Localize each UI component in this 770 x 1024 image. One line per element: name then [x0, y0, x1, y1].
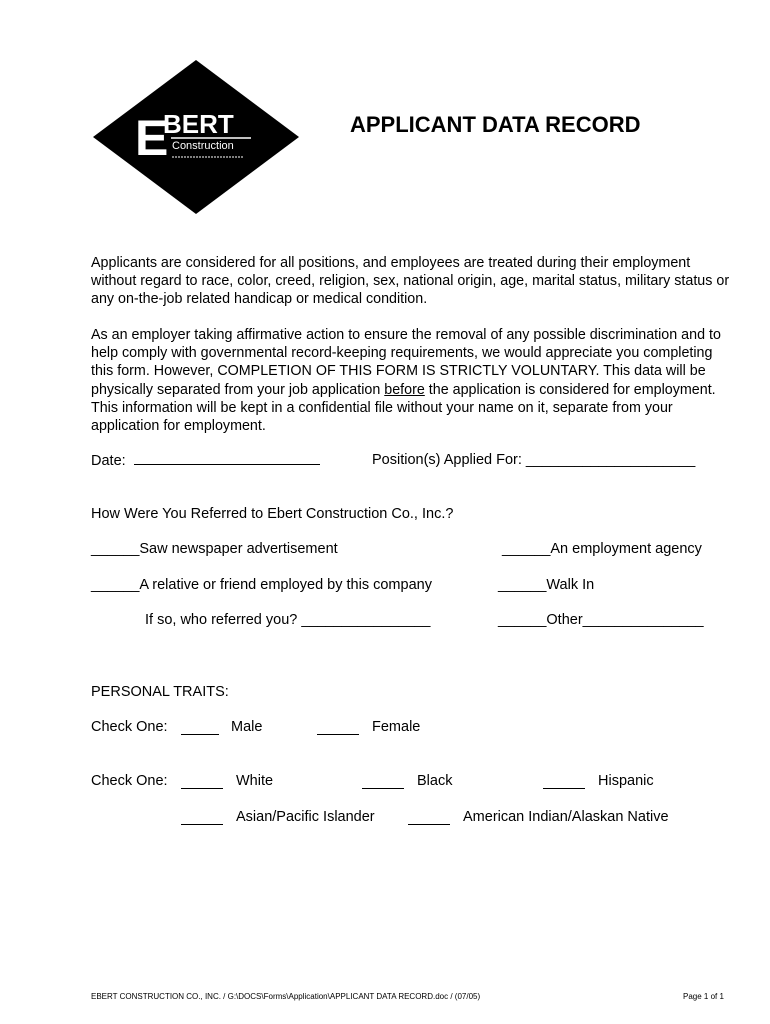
- company-logo: [93, 60, 299, 214]
- logo-word: BERT: [163, 109, 234, 139]
- referral-agency[interactable]: ______An employment agency: [502, 541, 702, 557]
- footer-page: Page 1 of 1: [683, 992, 724, 1001]
- black-label: Black: [417, 773, 453, 789]
- date-label: Date:: [91, 453, 126, 469]
- footer-path: EBERT CONSTRUCTION CO., INC. / G:\DOCS\Forms\Application\APPLICANT DATA RECORD.doc / (07/05): [91, 992, 481, 1001]
- referral-relative[interactable]: ______A relative or friend employed by this company: [91, 577, 432, 593]
- female-label: Female: [372, 719, 421, 735]
- date-field[interactable]: [91, 452, 320, 469]
- white-checkbox[interactable]: [181, 776, 223, 789]
- black-checkbox[interactable]: [362, 776, 404, 789]
- page-title: APPLICANT DATA RECORD: [350, 112, 641, 137]
- referral-other[interactable]: ______Other_______________: [498, 612, 704, 628]
- white-label: White: [236, 773, 274, 789]
- referral-walkin[interactable]: ______Walk In: [498, 577, 595, 593]
- native-checkbox[interactable]: [408, 812, 450, 825]
- asian-label: Asian/Pacific Islander: [236, 809, 375, 825]
- statement-part2: the application is considered for employment. This information will be kept in a confidential file without your name on it, separate from your application for employment.: [91, 381, 716, 435]
- native-label: American Indian/Alaskan Native: [463, 809, 669, 825]
- male-label: Male: [231, 719, 263, 735]
- referral-who[interactable]: If so, who referred you? ________________: [145, 612, 431, 628]
- statement-emphasis: before: [384, 381, 425, 398]
- logo-sub: Construction: [172, 140, 234, 152]
- gender-label: Check One:: [91, 719, 168, 735]
- race-label: Check One:: [91, 773, 168, 789]
- male-checkbox[interactable]: [181, 722, 219, 735]
- asian-checkbox[interactable]: [181, 812, 223, 825]
- personal-traits-heading: PERSONAL TRAITS:: [91, 684, 229, 700]
- eeo-statement: Applicants are considered for all positions, and employees are treated during their employment without regard to race, color, creed, religion, sex, national origin, age, marital status, military status or any on-the-job related handicap or medical condition.: [91, 255, 730, 308]
- position-field[interactable]: Position(s) Applied For: _____________________: [372, 452, 696, 468]
- hispanic-label: Hispanic: [598, 773, 654, 789]
- logo-letter: E: [135, 110, 169, 166]
- female-checkbox[interactable]: [317, 722, 359, 735]
- referral-newspaper[interactable]: ______Saw newspaper advertisement: [91, 541, 338, 557]
- statement-part1: As an employer taking affirmative action to ensure the removal of any possible discrimination and to help comply with governmental record-keeping requirements, we would appreciate you completing this form. However, COMPLETION OF THIS FORM IS STRICTLY VOLUNTARY. This data will be physically separated from your job application: [91, 327, 721, 398]
- hispanic-checkbox[interactable]: [543, 776, 585, 789]
- date-blank[interactable]: [134, 452, 320, 465]
- referral-question: How Were You Referred to Ebert Construction Co., Inc.?: [91, 506, 454, 522]
- affirmative-action-statement: [91, 326, 731, 435]
